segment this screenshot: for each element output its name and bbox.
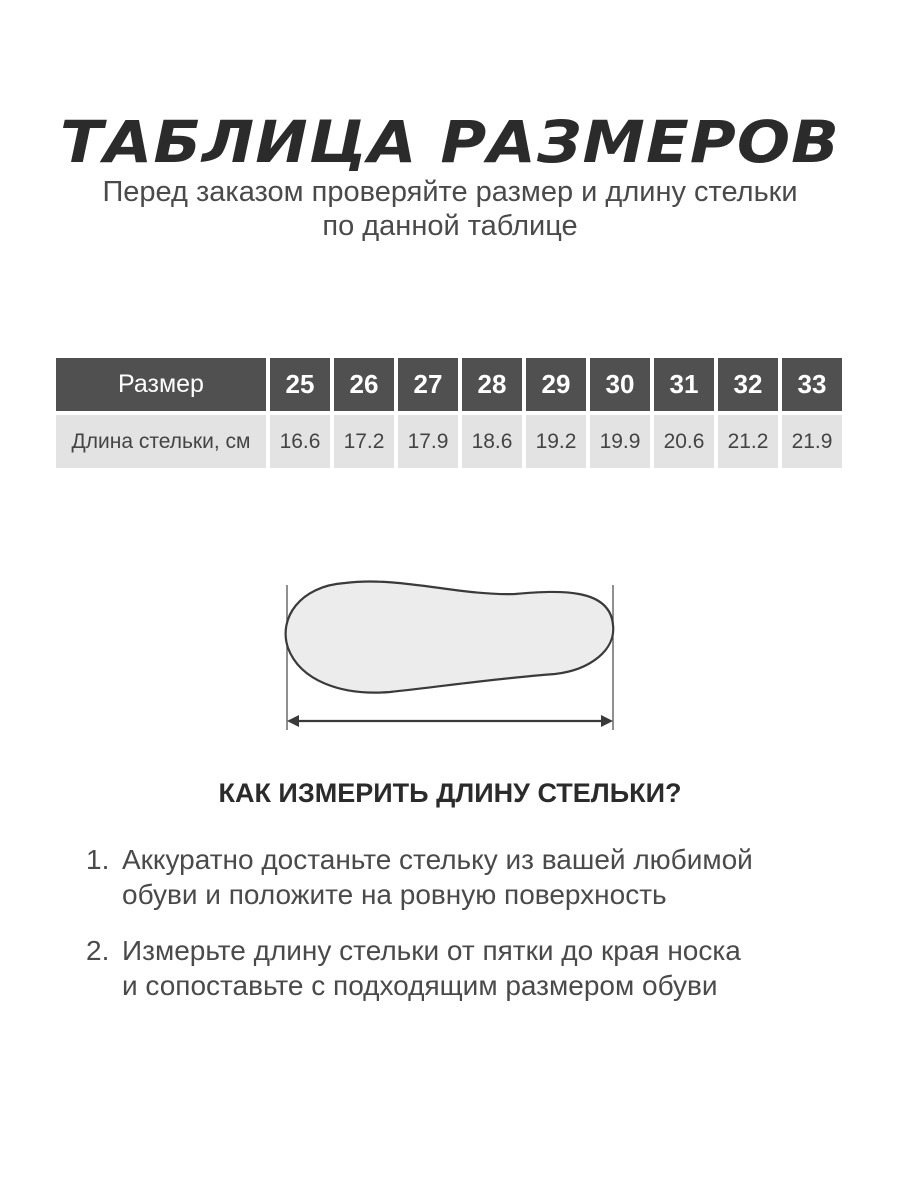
size-cell: 27 xyxy=(398,358,458,411)
list-item xyxy=(86,933,866,1003)
size-cell: 26 xyxy=(334,358,394,411)
length-cell: 18.6 xyxy=(462,415,522,468)
length-cell: 16.6 xyxy=(270,415,330,468)
length-cell: 19.9 xyxy=(590,415,650,468)
howto-steps xyxy=(86,842,866,1024)
measure-arrow-left-head xyxy=(287,715,299,727)
size-cell: 28 xyxy=(462,358,522,411)
length-cell: 20.6 xyxy=(654,415,714,468)
size-table xyxy=(52,354,846,472)
length-row-label: Длина стельки, см xyxy=(56,415,266,468)
size-cell: 29 xyxy=(526,358,586,411)
page-title: ТАБЛИЦА РАЗМЕРОВ xyxy=(59,108,840,176)
step-text-line-1: Аккуратно достаньте стельку из вашей любимой xyxy=(122,844,753,875)
step-number: 2. xyxy=(86,935,110,966)
step-number: 1. xyxy=(86,844,110,875)
subtitle-line-1: Перед заказом проверяйте размер и длину стельки xyxy=(102,176,798,208)
size-cell: 33 xyxy=(782,358,842,411)
length-cell: 21.9 xyxy=(782,415,842,468)
insole-shape xyxy=(286,582,614,693)
step-text-line-2: и сопоставьте с подходящим размером обуви xyxy=(122,970,718,1001)
howto-heading: КАК ИЗМЕРИТЬ ДЛИНУ СТЕЛЬКИ? xyxy=(218,778,682,808)
list-item xyxy=(86,842,866,912)
length-cell: 19.2 xyxy=(526,415,586,468)
length-row xyxy=(56,415,842,468)
length-cell: 17.2 xyxy=(334,415,394,468)
length-cell: 21.2 xyxy=(718,415,778,468)
subtitle-line-2: по данной таблице xyxy=(322,210,578,242)
step-text-line-2: обуви и положите на ровную поверхность xyxy=(122,879,667,910)
step-text-line-1: Измерьте длину стельки от пятки до края носка xyxy=(122,935,741,966)
insole-measure-icon xyxy=(270,570,630,740)
size-cell: 32 xyxy=(718,358,778,411)
size-cell: 25 xyxy=(270,358,330,411)
size-cell: 30 xyxy=(590,358,650,411)
size-row xyxy=(56,358,842,411)
size-header-label: Размер xyxy=(56,358,266,411)
measure-arrow-right-head xyxy=(601,715,613,727)
page-subtitle xyxy=(0,175,900,243)
length-cell: 17.9 xyxy=(398,415,458,468)
size-cell: 31 xyxy=(654,358,714,411)
